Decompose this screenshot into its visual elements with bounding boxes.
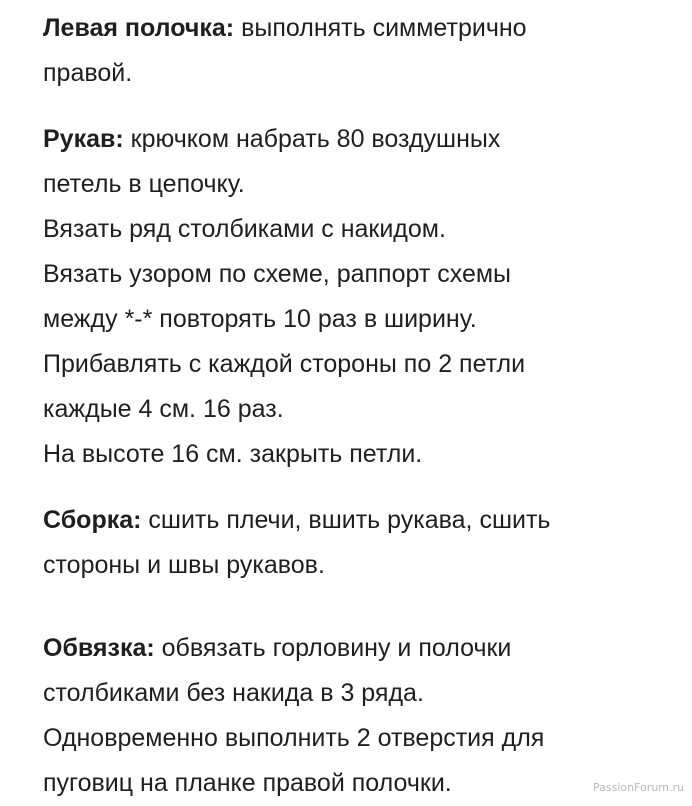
text-line: Левая полочка: выполнять симметрично	[43, 14, 527, 42]
text-line: Прибавлять с каждой стороны по 2 петли	[43, 350, 526, 378]
text-line: пуговиц на планке правой полочки.	[43, 769, 452, 797]
text-line: Рукав: крючком набрать 80 воздушных	[43, 125, 501, 153]
text-line: Одновременно выполнить 2 отверстия для	[43, 724, 545, 752]
text-line: На высоте 16 см. закрыть петли.	[43, 440, 423, 468]
text-line: Вязать узором по схеме, раппорт схемы	[43, 260, 512, 288]
watermark: PassionForum.ru	[593, 781, 684, 794]
section-label: Обвязка:	[43, 634, 155, 662]
section-sleeve	[43, 117, 663, 477]
section-label: Рукав:	[43, 125, 124, 153]
text-line: между *-* повторять 10 раз в ширину.	[43, 305, 477, 333]
text-line: Обвязка: обвязать горловину и полочки	[43, 634, 512, 662]
section-label: Сборка:	[43, 506, 142, 534]
text-line: правой.	[43, 59, 133, 87]
section-assembly	[43, 498, 663, 588]
section-label: Левая полочка:	[43, 14, 235, 42]
text-line: Вязать ряд столбиками с накидом.	[43, 215, 446, 243]
text-line: каждые 4 см. 16 раз.	[43, 395, 284, 423]
text-line: петель в цепочку.	[43, 170, 245, 198]
text-line: стороны и швы рукавов.	[43, 551, 325, 579]
section-left-front	[43, 6, 663, 96]
text-line: Сборка: сшить плечи, вшить рукава, сшить	[43, 506, 551, 534]
section-edging	[43, 626, 663, 806]
text-line: столбиками без накида в 3 ряда.	[43, 679, 424, 707]
instructions-text	[43, 6, 663, 806]
